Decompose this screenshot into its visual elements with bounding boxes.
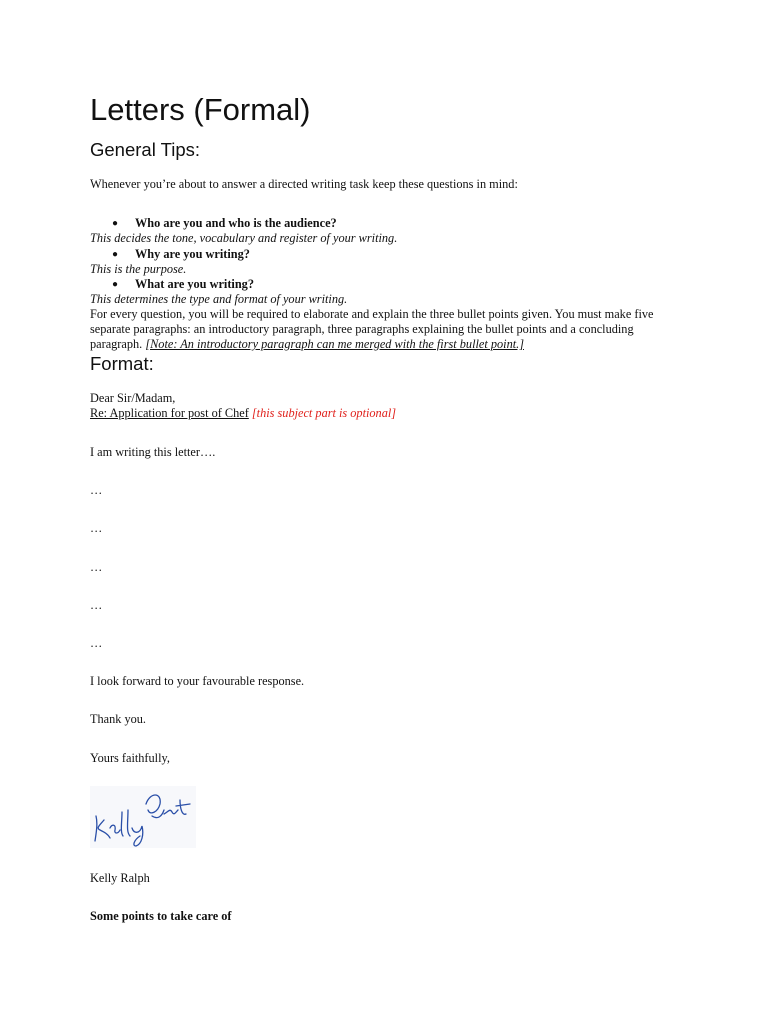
subject-line: [90, 406, 396, 421]
paragraph-line: separate paragraphs: an introductory paragraph, three paragraphs explaining the bullet points and a concluding: [90, 322, 634, 336]
points-heading: Some points to take care of: [90, 909, 232, 923]
ellipsis-line: …: [90, 598, 103, 612]
bullet-icon: ●: [112, 279, 119, 290]
bullet-note: This is the purpose.: [90, 262, 187, 276]
salutation: Dear Sir/Madam,: [90, 391, 176, 405]
sign-off: Yours faithfully,: [90, 751, 170, 765]
subject-text: Re: Application for post of Chef: [90, 406, 249, 420]
bullet-icon: ●: [112, 218, 119, 229]
paragraph-line: For every question, you will be required to elaborate and explain the three bullet points given. You must make five: [90, 307, 654, 321]
thanks-line: Thank you.: [90, 712, 147, 726]
opening-line: I am writing this letter….: [90, 445, 216, 459]
bullet-question: Who are you and who is the audience?: [135, 216, 337, 230]
subject-note: [this subject part is optional]: [251, 406, 397, 420]
paragraph-text: paragraph.: [90, 337, 143, 351]
ellipsis-line: …: [90, 636, 103, 650]
bullet-icon: ●: [112, 249, 119, 260]
general-tips-heading: General Tips:: [90, 139, 201, 160]
bullet-note: This determines the type and format of your writing.: [90, 292, 348, 306]
intro-text: Whenever you’re about to answer a directed writing task keep these questions in mind:: [90, 177, 518, 191]
bullet-question: What are you writing?: [135, 277, 254, 291]
page-title: Letters (Formal): [90, 92, 311, 127]
ellipsis-line: …: [90, 560, 103, 574]
bullet-question: Why are you writing?: [135, 247, 250, 261]
format-heading: Format:: [90, 353, 154, 374]
signer-name: Kelly Ralph: [90, 871, 150, 885]
bullet-note: This decides the tone, vocabulary and register of your writing.: [90, 231, 398, 245]
closing-line: I look forward to your favourable response.: [90, 674, 305, 688]
signature-image: [90, 786, 196, 848]
note-text: [Note: An introductory paragraph can me merged with the first bullet point.]: [145, 337, 524, 351]
paragraph-line: [90, 337, 524, 352]
signature-icon: [90, 786, 196, 848]
ellipsis-line: …: [90, 521, 103, 535]
ellipsis-line: …: [90, 483, 103, 497]
